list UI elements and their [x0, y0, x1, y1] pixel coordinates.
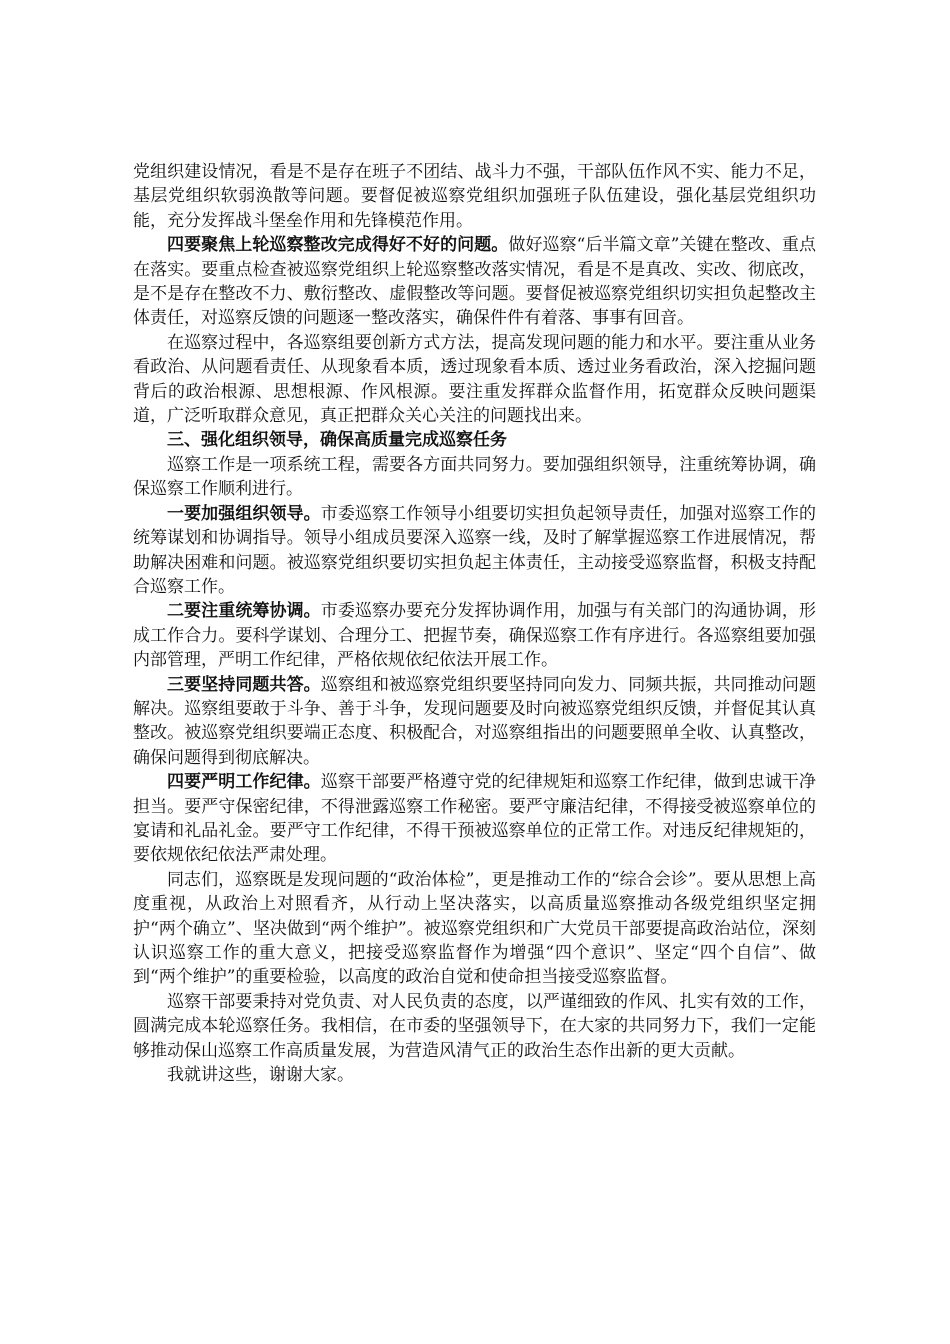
- paragraph-6: [133, 502, 816, 600]
- paragraph-5: [133, 453, 816, 502]
- paragraph-11: [133, 990, 816, 1063]
- paragraph-12: [133, 1063, 816, 1087]
- paragraph-lead: 二要注重统筹协调。: [167, 601, 321, 622]
- paragraph-lead: 一要加强组织领导。: [167, 503, 321, 524]
- paragraph-text: 在巡察过程中，各巡察组要创新方式方法，提高发现问题的能力和水平。要注重从业务看政治、从问题看责任、从现象看本质，透过现象看本质、透过业务看政治，深入挖掘问题背后的政治根源、思想根源、作风根源。要注重发挥群众监督作用，拓宽群众反映问题渠道，广泛听取群众意见，真正把群众关心关注的问题找出来。: [133, 332, 816, 427]
- paragraph-text: 同志们，巡察既是发现问题的“政治体检”，更是推动工作的“综合会诊”。要从思想上高度重视，从政治上对照看齐，从行动上坚决落实，以高质量巡察推动各级党组织坚定拥护“两个确立”、坚决做到“两个维护”。被巡察党组织和广大党员干部要提高政治站位，深刻认识巡察工作的重大意义，把接受巡察监督作为增强“四个意识”、坚定“四个自信”、做到“两个维护”的重要检验，以高度的政治自觉和使命担当接受巡察监督。: [133, 869, 816, 988]
- paragraph-lead: 四要聚焦上轮巡察整改完成得好不好的问题。: [167, 235, 509, 256]
- paragraph-8: [133, 673, 816, 771]
- section-heading: [133, 428, 816, 452]
- paragraph-lead: 四要严明工作纪律。: [167, 772, 321, 793]
- section-heading-text: 三、强化组织领导，确保高质量完成巡察任务: [167, 430, 507, 451]
- paragraph-text: 巡察干部要秉持对党负责、对人民负责的态度，以严谨细致的作风、扎实有效的工作，圆满完成本轮巡察任务。我相信，在市委的坚强领导下，在大家的共同努力下，我们一定能够推动保山巡察工作高质量发展，为营造风清气正的政治生态作出新的更大贡献。: [133, 991, 816, 1061]
- paragraph-lead: 三要坚持同题共答。: [167, 674, 321, 695]
- paragraph-text: 巡察工作是一项系统工程，需要各方面共同努力。要加强组织领导，注重统筹协调，确保巡察工作顺利进行。: [133, 454, 816, 500]
- paragraph-10: [133, 868, 816, 990]
- paragraph-7: [133, 599, 816, 672]
- paragraph-text: 市委巡察办要充分发挥协调作用，加强与有关部门的沟通协调，形成工作合力。要科学谋划、合理分工、把握节奏，确保巡察工作有序进行。各巡察组要加强内部管理，严明工作纪律，严格依规依纪依法开展工作。: [133, 601, 817, 671]
- paragraph-text: 市委巡察工作领导小组要切实担负起领导责任，加强对巡察工作的统筹谋划和协调指导。领导小组成员要深入巡察一线，及时了解掌握巡察工作进展情况，帮助解决困难和问题。被巡察党组织要切实担负起主体责任，主动接受巡察监督，积极支持配合巡察工作。: [133, 503, 817, 597]
- paragraph-text: 巡察组和被巡察党组织要坚持同向发力、同频共振，共同推动问题解决。巡察组要敢于斗争、善于斗争，发现问题要及时向被巡察党组织反馈，并督促其认真整改。被巡察党组织要端正态度、积极配合，对巡察组指出的问题要照单全收、认真整改，确保问题得到彻底解决。: [133, 674, 817, 768]
- paragraph-text: 做好巡察“后半篇文章”关键在整改、重点在落实。要重点检查被巡察党组织上轮巡察整改落实情况，看是不是真改、实改、彻底改，是不是存在整改不力、敷衍整改、虚假整改等问题。要督促被巡察党组织切实担负起整改主体责任，对巡察反馈的问题逐一整改落实，确保件件有着落、事事有回音。: [133, 235, 816, 329]
- paragraph-2: [133, 233, 816, 331]
- paragraph-1: [133, 160, 816, 233]
- paragraph-text: 党组织建设情况，看是不是存在班子不团结、战斗力不强，干部队伍作风不实、能力不足，基层党组织软弱涣散等问题。要督促被巡察党组织加强班子队伍建设，强化基层党组织功能，充分发挥战斗堡垒作用和先锋模范作用。: [133, 162, 816, 231]
- paragraph-9: [133, 770, 816, 868]
- paragraph-text: 巡察干部要严格遵守党的纪律规矩和巡察工作纪律，做到忠诚干净担当。要严守保密纪律，不得泄露巡察工作秘密。要严守廉洁纪律，不得接受被巡察单位的宴请和礼品礼金。要严守工作纪律，不得干预被巡察单位的正常工作。对违反纪律规矩的，要依规依纪依法严肃处理。: [133, 772, 817, 866]
- paragraph-3: [133, 331, 816, 429]
- document-body: [133, 160, 816, 1087]
- paragraph-text: 我就讲这些，谢谢大家。: [167, 1065, 354, 1086]
